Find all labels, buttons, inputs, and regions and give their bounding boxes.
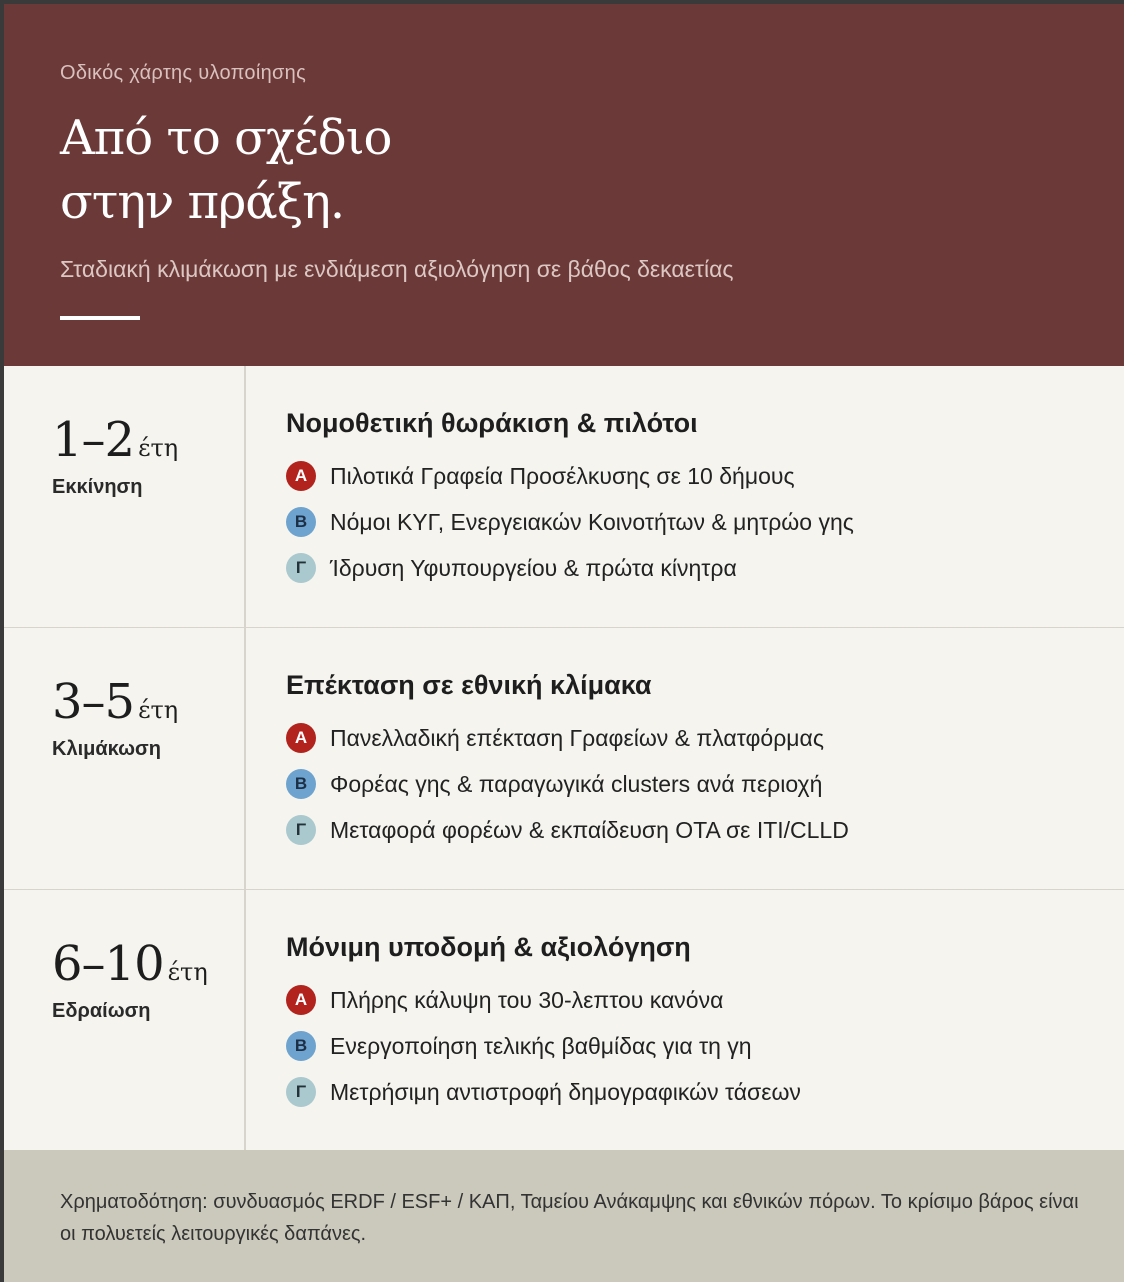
- list-item: [286, 460, 795, 492]
- header: [4, 4, 1124, 366]
- badge-b: Β: [286, 1031, 316, 1061]
- badge-b: Β: [286, 507, 316, 537]
- list-item: [286, 722, 824, 754]
- subtitle: Σταδιακή κλιμάκωση με ενδιάμεση αξιολόγηση σε βάθος δεκαετίας: [60, 256, 734, 282]
- title-line-2: στην πράξη.: [60, 174, 345, 230]
- phase-row: [4, 889, 1124, 1152]
- badge-c: Γ: [286, 1077, 316, 1107]
- phase-title: Επέκταση σε εθνική κλίμακα: [286, 670, 652, 700]
- badge-a: Α: [286, 985, 316, 1015]
- years-unit: έτη: [138, 434, 179, 462]
- phase-content: [286, 366, 1124, 628]
- badge-c: Γ: [286, 815, 316, 845]
- phase-timeframe: [4, 890, 246, 1152]
- phase-content: [286, 890, 1124, 1152]
- phase-years: [52, 412, 178, 468]
- phase-row: [4, 627, 1124, 890]
- badge-a: Α: [286, 723, 316, 753]
- item-text: Πανελλαδική επέκταση Γραφείων & πλατφόρμας: [330, 724, 824, 751]
- item-text: Πλήρης κάλυψη του 30-λεπτου κανόνα: [330, 986, 724, 1013]
- years-unit: έτη: [167, 958, 208, 986]
- list-item: [286, 984, 723, 1016]
- list-item: [286, 506, 854, 538]
- accent-rule: [60, 316, 140, 320]
- page-title: [60, 106, 391, 234]
- phase-title: Μόνιμη υποδομή & αξιολόγηση: [286, 932, 691, 962]
- phase-stage: Εδραίωση: [52, 1000, 151, 1022]
- years-range: 6–10: [52, 936, 164, 992]
- phase-stage: Κλιμάκωση: [52, 738, 161, 760]
- badge-b: Β: [286, 769, 316, 799]
- list-item: [286, 1076, 801, 1108]
- title-line-1: Από το σχέδιο: [60, 110, 392, 166]
- phase-content: [286, 628, 1124, 890]
- list-item: [286, 552, 737, 584]
- roadmap-card: [4, 4, 1124, 1282]
- item-text: Πιλοτικά Γραφεία Προσέλκυσης σε 10 δήμους: [330, 462, 795, 489]
- eyebrow: Οδικός χάρτης υλοποίησης: [60, 62, 307, 84]
- funding-note: Χρηματοδότηση: συνδυασμός ERDF / ESF+ / ΚΑΠ, Ταμείου Ανάκαμψης και εθνικών πόρων. Το κρίσιμο βάρος είναι οι πολυετείς λειτουργικές δαπάνες.: [60, 1191, 1079, 1245]
- phase-row: [4, 366, 1124, 628]
- item-text: Μεταφορά φορέων & εκπαίδευση ΟΤΑ σε ITI/CLLD: [330, 816, 849, 843]
- item-text: Φορέας γης & παραγωγικά clusters ανά περιοχή: [330, 770, 823, 797]
- phase-years: [52, 936, 208, 992]
- list-item: [286, 814, 849, 846]
- badge-c: Γ: [286, 553, 316, 583]
- phase-title: Νομοθετική θωράκιση & πιλότοι: [286, 408, 698, 438]
- item-text: Ίδρυση Υφυπουργείου & πρώτα κίνητρα: [330, 554, 737, 581]
- funding-footer: [4, 1150, 1124, 1282]
- badge-a: Α: [286, 461, 316, 491]
- years-range: 3–5: [52, 674, 135, 730]
- years-range: 1–2: [52, 412, 135, 468]
- phase-timeframe: [4, 366, 246, 628]
- list-item: [286, 768, 822, 800]
- item-text: Ενεργοποίηση τελικής βαθμίδας για τη γη: [330, 1032, 752, 1059]
- phase-stage: Εκκίνηση: [52, 476, 143, 498]
- item-text: Μετρήσιμη αντιστροφή δημογραφικών τάσεων: [330, 1078, 801, 1105]
- phase-timeframe: [4, 628, 246, 890]
- item-text: Νόμοι ΚΥΓ, Ενεργειακών Κοινοτήτων & μητρώο γης: [330, 508, 854, 535]
- years-unit: έτη: [138, 696, 179, 724]
- list-item: [286, 1030, 752, 1062]
- phase-years: [52, 674, 178, 730]
